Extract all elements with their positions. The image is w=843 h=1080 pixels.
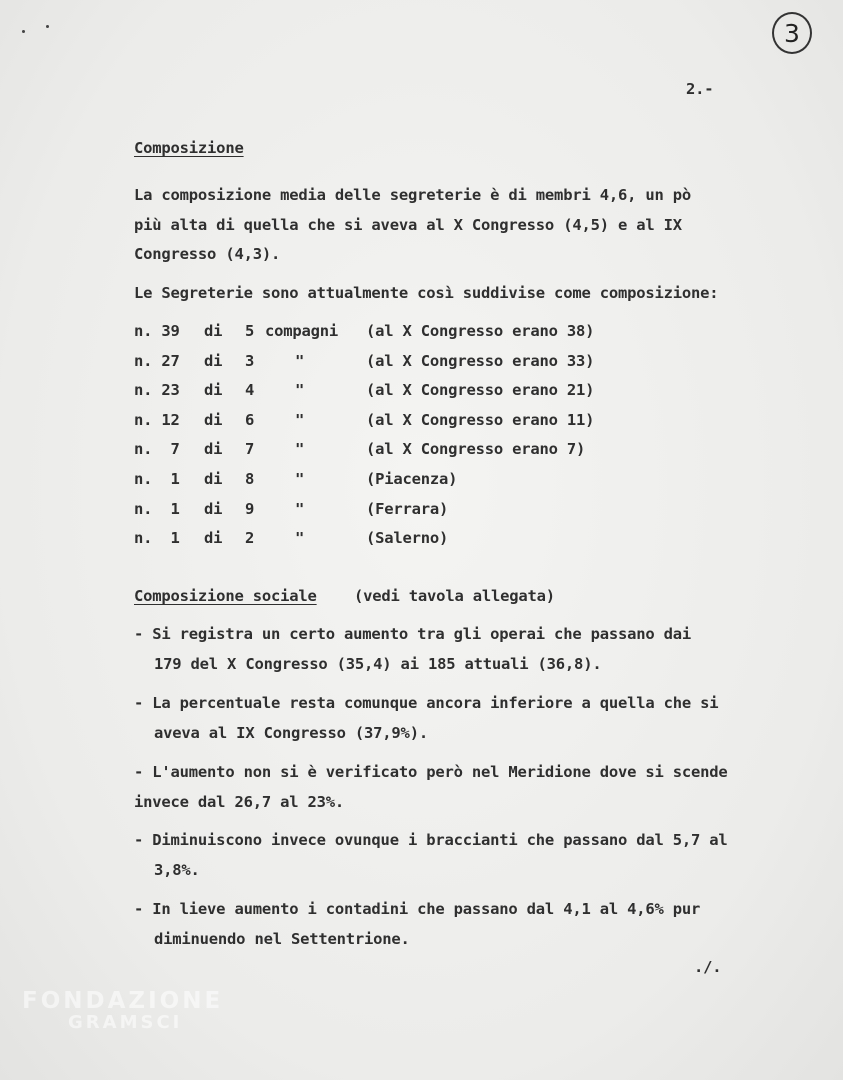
row-members: 8: [245, 470, 255, 488]
row-unit: ": [295, 410, 305, 429]
row-count: n. 27: [134, 351, 180, 370]
row-members: 2: [245, 529, 255, 548]
row-count: n. 7: [134, 440, 180, 459]
row-count: n. 23: [134, 381, 180, 400]
bullet-line: 179 del X Congresso (35,4) ai 185 attuali (36,8).: [154, 655, 602, 673]
watermark-line1: FONDAZIONE: [22, 988, 224, 1014]
watermark-line2: GRAMSCI: [68, 1012, 183, 1033]
row-members: 5: [245, 322, 255, 340]
section-title-composizione-sociale: Composizione sociale: [134, 587, 317, 605]
row-di: di: [204, 322, 223, 340]
section-title-note: (vedi tavola allegata): [354, 587, 555, 605]
row-members: 3: [245, 351, 255, 370]
bullet-line: - In lieve aumento i contadini che passano dal 4,1 al 4,6% pur: [134, 900, 701, 918]
page-number: 2.-: [686, 80, 714, 98]
row-unit: ": [295, 470, 305, 488]
row-unit: ": [295, 351, 305, 370]
row-count: n. 39: [134, 322, 180, 340]
row-members: 4: [245, 381, 255, 400]
row-unit: ": [295, 529, 305, 548]
row-note: (al X Congresso erano 7): [366, 440, 586, 459]
bullet-line: diminuendo nel Settentrione.: [154, 930, 410, 948]
scan-speck: [46, 25, 49, 28]
row-note: (Ferrara): [366, 499, 449, 518]
paragraph-line: La composizione media delle segreterie è di membri 4,6, un pò: [134, 186, 692, 204]
bullet-line: - Diminuiscono invece ovunque i braccianti che passano dal 5,7 al: [134, 831, 728, 849]
row-di: di: [204, 440, 223, 459]
stamp-number: 3: [784, 18, 800, 48]
row-note: (Salerno): [366, 529, 449, 548]
section-title-composizione: Composizione: [134, 139, 244, 157]
bullet-line: 3,8%.: [154, 861, 200, 879]
row-unit: ": [295, 499, 305, 518]
row-count: n. 1: [134, 499, 180, 518]
row-note: (al X Congresso erano 33): [366, 351, 595, 370]
row-members: 9: [245, 499, 255, 518]
intro-line: Le Segreterie sono attualmente così suddivise come composizione:: [134, 284, 719, 302]
page-stamp-circle: [772, 12, 812, 54]
paragraph-line: Congresso (4,3).: [134, 245, 281, 263]
row-count: n. 1: [134, 529, 180, 548]
paragraph-line: più alta di quella che si aveva al X Congresso (4,5) e al IX: [134, 216, 682, 234]
bullet-line: - Si registra un certo aumento tra gli operai che passano dai: [134, 625, 692, 643]
row-di: di: [204, 499, 223, 518]
scan-speck: [22, 30, 25, 33]
row-di: di: [204, 470, 223, 488]
row-note: (al X Congresso erano 11): [366, 410, 595, 429]
row-unit: ": [295, 381, 305, 400]
row-members: 6: [245, 410, 255, 429]
row-unit: ": [295, 440, 305, 459]
row-unit: compagni: [265, 322, 339, 340]
row-di: di: [204, 410, 223, 429]
bullet-line: aveva al IX Congresso (37,9%).: [154, 724, 428, 742]
bullet-line: - La percentuale resta comunque ancora inferiore a quella che si: [134, 694, 719, 712]
bullet-line: - L'aumento non si è verificato però nel Meridione dove si scende: [134, 763, 728, 781]
row-di: di: [204, 529, 223, 548]
bullet-line: invece dal 26,7 al 23%.: [134, 793, 345, 811]
row-note: (al X Congresso erano 38): [366, 322, 595, 340]
row-members: 7: [245, 440, 255, 459]
row-di: di: [204, 381, 223, 400]
row-count: n. 1: [134, 470, 180, 488]
row-count: n. 12: [134, 410, 180, 429]
row-note: (al X Congresso erano 21): [366, 381, 595, 400]
row-di: di: [204, 351, 223, 370]
continuation-mark: ./.: [694, 958, 722, 976]
row-note: (Piacenza): [366, 470, 458, 488]
fondazione-gramsci-watermark: [22, 988, 223, 1033]
